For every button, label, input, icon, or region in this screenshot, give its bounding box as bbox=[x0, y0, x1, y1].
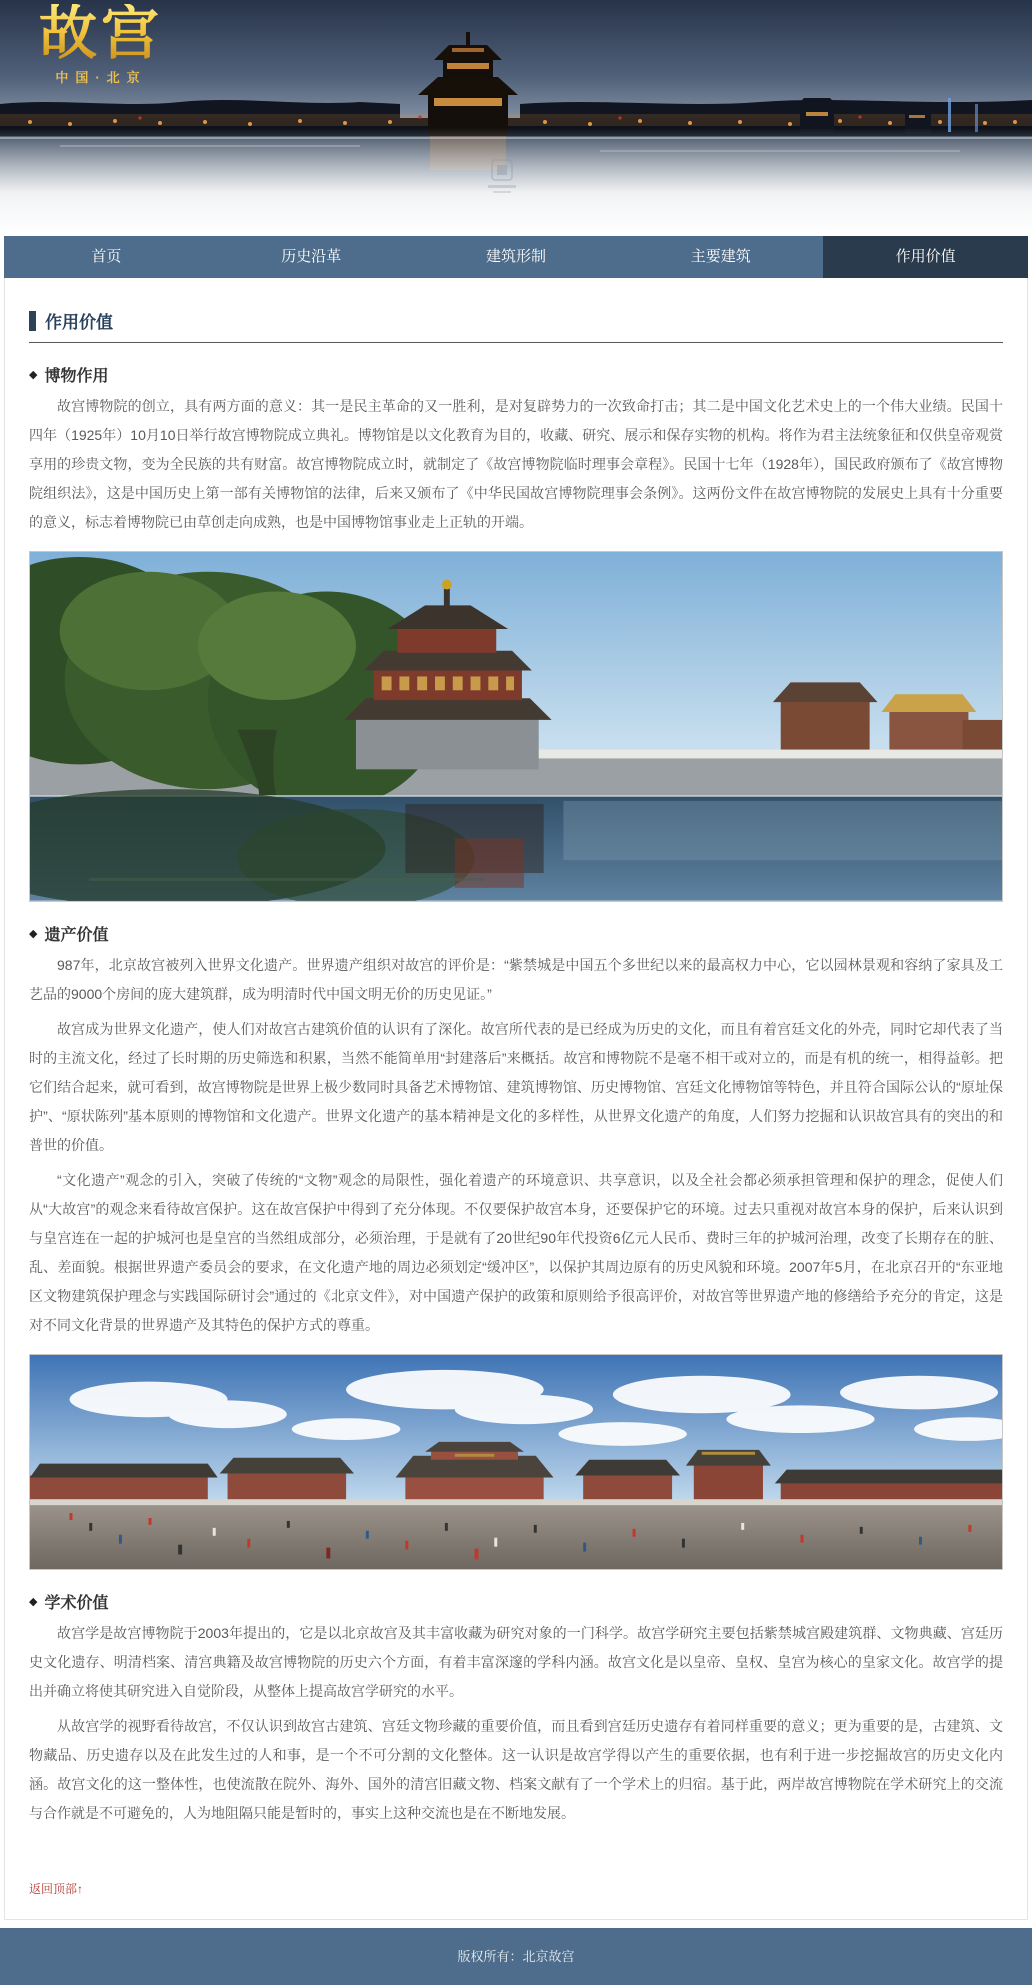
section-heading: ◆ 学术价值 bbox=[29, 1595, 109, 1613]
banner bbox=[0, 0, 1032, 236]
page-title: 作用价值 bbox=[45, 313, 113, 332]
section-heading: ◆ 遗产价值 bbox=[29, 926, 109, 944]
section-academic-value bbox=[29, 1590, 1003, 1828]
footer bbox=[0, 1928, 1032, 1985]
paragraph: 故宫成为世界文化遗产，使人们对故宫古建筑价值的认识有了深化。故宫所代表的是已经成为历史的文化，而且有着宫廷文化的外壳，同时它却代表了当时的主流文化，经过了长时期的历史筛选和积累，当然不能简单用“封建落后”来概括。故宫和博物院不是毫不相干或对立的，而是有机的统一，相得益彰。把它们结合起来，就可看到，故宫博物院是世界上极少数同时具备艺术博物馆、建筑博物馆、历史博物馆、宫廷文化博物馆等特色，并且符合国际公认的“原址保护”、“原状陈列”基本原则的博物馆和文化遗产。世界文化遗产的基本精神是文化的多样性，从世界文化遗产的角度，人们努力挖掘和认识故宫具有的突出的和普世的价值。 bbox=[29, 1020, 1003, 1153]
diamond-bullet-icon: ◆ bbox=[29, 1596, 38, 1609]
page-title-row bbox=[29, 308, 1003, 333]
corner-tower-photo bbox=[29, 551, 1003, 902]
logo-subtitle: 中国·北京 bbox=[55, 69, 147, 85]
paragraph: 987年，北京故宫被列入世界文化遗产。世界遗产组织对故宫的评价是：“紫禁城是中国五个多世纪以来的最高权力中心，它以园林景观和容纳了家具及工艺品的9000个房间的庞大建筑群，成为明清时代中国文明无价的历史见证。” bbox=[29, 956, 1003, 1002]
nav-item-value[interactable]: 作用价值 bbox=[823, 236, 1028, 278]
diamond-bullet-icon: ◆ bbox=[29, 927, 38, 940]
nav-item-history[interactable]: 历史沿革 bbox=[281, 248, 342, 265]
copyright-text: 版权所有：北京故宫 bbox=[457, 1949, 575, 1965]
title-accent-bar bbox=[29, 311, 36, 331]
section-heritage-value bbox=[29, 922, 1003, 1570]
main-nav bbox=[4, 236, 1028, 278]
paragraph: 从故宫学的视野看待故宫，不仅认识到故宫古建筑、宫廷文物珍藏的重要价值，而且看到宫廷历史遗存有着同样重要的意义；更为重要的是，古建筑、文物藏品、历史遗存以及在此发生过的人和事，是一个不可分割的文化整体。这一认识是故宫学得以产生的重要依据，也有利于进一步挖掘故宫的历史文化内涵。故宫文化的这一整体性，也使流散在院外、海外、国外的清宫旧藏文物、档案文献有了一个学术上的归宿。基于此，两岸故宫博物院在学术研究上的交流与合作就是不可避免的，人为地阻隔只能是暂时的，事实上这种交流也是在不断地发展。 bbox=[29, 1718, 1003, 1822]
paragraph: 故宫学是故宫博物院于2003年提出的，它是以北京故宫及其丰富收藏为研究对象的一门科学。故宫学研究主要包括紫禁城宫殿建筑群、文物典藏、宫廷历史文化遗存、明清档案、清宫典籍及故宫博物院的历史六个方面，有着丰富深邃的学科内涵。故宫文化是以皇帝、皇权、皇宫为核心的皇家文化。故宫学的提出并确立将使其研究进入自觉阶段，从整体上提高故宫学研究的水平。 bbox=[29, 1625, 1003, 1700]
paragraph: 故宫博物院的创立，具有两方面的意义：其一是民主革命的又一胜利，是对复辟势力的一次致命打击；其二是中国文化艺术史上的一个伟大业绩。民国十四年（1925年）10月10日举行故宫博物院成立典礼。博物馆是以文化教育为目的，收藏、研究、展示和保存实物的机构。将作为君主法统象征和仅供皇帝观赏享用的珍贵文物，变为全民族的共有财富。故宫博物院成立时，就制定了《故宫博物院临时理事会章程》。民国十七年（1928年），国民政府颁布了《故宫博物院组织法》，这是中国历史上第一部有关博物馆的法律，后来又颁布了《中华民国故宫博物院理事会条例》。这两份文件在故宫博物院的发展史上具有十分重要的意义，标志着博物院已由草创走向成熟，也是中国博物馆事业走上正轨的开端。 bbox=[29, 398, 1003, 530]
section-heading: ◆ 博物作用 bbox=[29, 368, 109, 385]
paragraph: “文化遗产”观念的引入，突破了传统的“文物”观念的局限性，强化着遗产的环境意识、共享意识，以及全社会都必须承担管理和保护的理念，促使人们从“大故宫”的观念来看待故宫保护。这在故宫保护中得到了充分体现。不仅要保护故宫本身，还要保护它的环境。过去只重视对故宫本身的保护，后来认识到与皇宫连在一起的护城河也是皇宫的当然组成部分，必须治理，于是就有了20世纪90年代投资6亿元人民币、费时三年的护城河治理，改变了长期存在的脏、乱、差面貌。根据世界遗产委员会的要求，在文化遗产地的周边必须划定“缓冲区”，以保护其周边原有的历史风貌和环境。2007年5月，在北京召开的“东亚地区文物建筑保护理念与实践国际研讨会”通过的《北京文件》，对中国遗产保护的政策和原则给予很高评价，对故宫等世界遗产地的修缮给予充分的肯定，这是对不同文化背景的世界遗产及其特色的保护方式的尊重。 bbox=[29, 1171, 1003, 1333]
title-divider bbox=[29, 342, 1003, 343]
content-area bbox=[4, 278, 1028, 1920]
panorama-photo bbox=[29, 1354, 1003, 1570]
diamond-bullet-icon: ◆ bbox=[29, 369, 38, 381]
nav-item-home[interactable]: 首页 bbox=[91, 248, 122, 265]
logo-title: 故宫 bbox=[16, 4, 186, 65]
section-museum-role bbox=[29, 363, 1003, 902]
nav-item-architecture[interactable]: 建筑形制 bbox=[485, 248, 546, 265]
site-logo[interactable] bbox=[16, 1, 186, 86]
nav-item-main-buildings[interactable]: 主要建筑 bbox=[690, 248, 751, 265]
back-to-top-link[interactable]: 返回顶部↑ bbox=[29, 1882, 84, 1897]
